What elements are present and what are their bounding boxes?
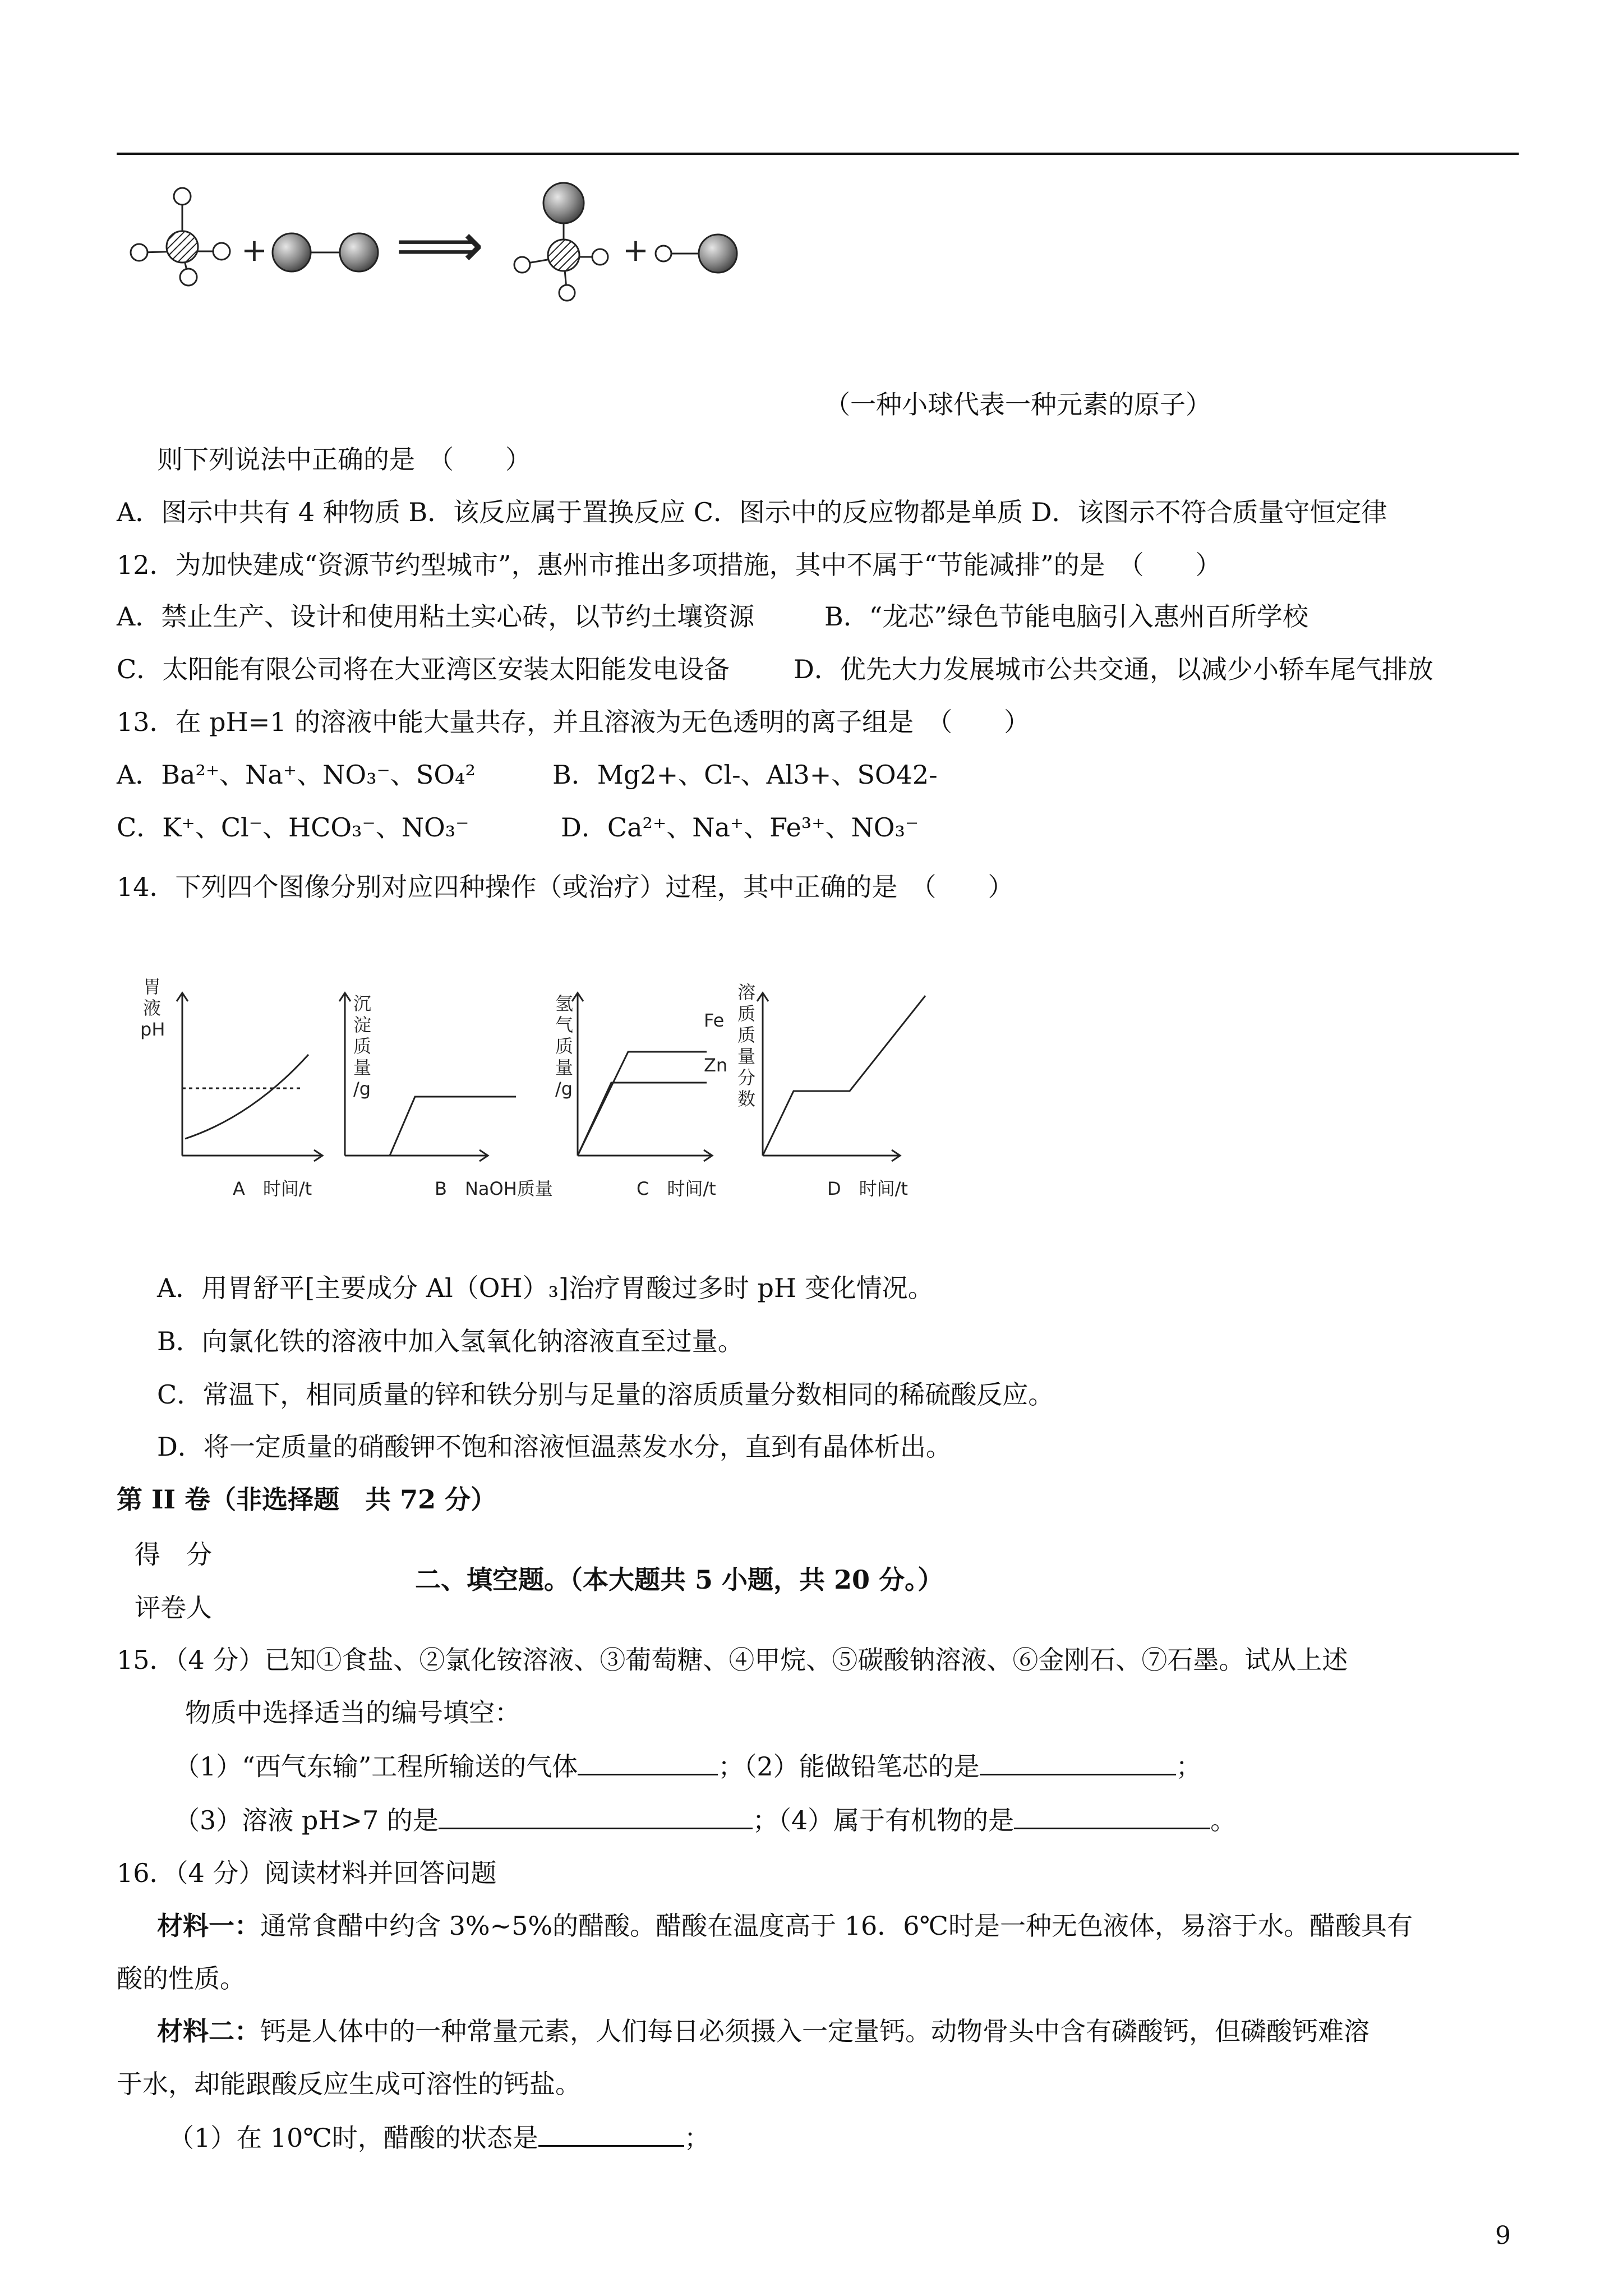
- q15-blank-3[interactable]: [439, 1802, 753, 1829]
- graph-a-caption: A 时间/t: [233, 1178, 312, 1199]
- q12-option-b: B．“龙芯”绿色节能电脑引入惠州百所学校: [824, 601, 1308, 632]
- q15-part-4-end: 。: [1210, 1805, 1237, 1835]
- q14-option-a: A．用胃舒平[主要成分 Al（OH）₃]治疗胃酸过多时 pH 变化情况。: [157, 1273, 934, 1303]
- q16-material-1-cont: 酸的性质。: [117, 1963, 246, 1994]
- q15-blank-2[interactable]: [980, 1748, 1176, 1775]
- reaction-diagram: [112, 168, 785, 337]
- graph-c-ylabel-3: 质: [555, 1036, 574, 1057]
- q15-part-2-end: ；: [1175, 1751, 1202, 1782]
- graph-a-ylabel-1: 胃: [143, 976, 162, 997]
- q15-part-1: （1）“西气东输”工程所输送的气体: [174, 1751, 578, 1782]
- graph-c-fe-label: Fe: [704, 1010, 725, 1031]
- q14-option-d: D．将一定质量的硝酸钾不饱和溶液恒温蒸发水分，直到有晶体析出。: [157, 1432, 952, 1462]
- q11-stem: 则下列说法中正确的是 （ ）: [157, 444, 531, 475]
- plus-1: +: [241, 232, 268, 269]
- score-label: 得 分: [135, 1539, 212, 1570]
- graph-d-ylabel-2: 质: [737, 1003, 756, 1024]
- graph-c-ylabel-4: 量: [555, 1057, 574, 1078]
- q16-material-2-cont: 于水，却能跟酸反应生成可溶性的钙盐。: [117, 2069, 581, 2099]
- graph-d-caption: D 时间/t: [827, 1178, 908, 1199]
- q16-material-1: [157, 1908, 1413, 1943]
- graph-d-ylabel-4: 量: [737, 1046, 756, 1067]
- q16-material-2: [157, 2014, 1370, 2049]
- material-1-text: 通常食醋中约含 3%~5%的醋酸。醋酸在温度高于 16．6℃时是一种无色液体，易溶于水。醋酸具有: [260, 1911, 1413, 1941]
- graph-c-ylabel: [555, 993, 579, 1099]
- graph-b-ylabel-2: 淀: [353, 1014, 372, 1036]
- q15-line-2: [174, 1802, 1236, 1838]
- plus-2: +: [623, 232, 649, 269]
- grader-label: 评卷人: [135, 1593, 212, 1623]
- graph-d-ylabel: [737, 982, 761, 1110]
- graph-b-caption: B NaOH质量: [435, 1178, 553, 1199]
- material-2-label: 材料二：: [157, 2016, 260, 2046]
- graph-b-ylabel-1: 沉: [353, 993, 372, 1014]
- material-1-label: 材料一：: [157, 1911, 260, 1941]
- q13-option-b: B．Mg2+、Cl-、Al3+、SO42-: [552, 760, 938, 790]
- q15-part-2: ；（2）能做铅笔芯的是: [718, 1751, 980, 1782]
- part2-title: 第 II 卷（非选择题 共 72 分）: [117, 1484, 497, 1515]
- graph-d: [757, 993, 925, 1161]
- q15-blank-1[interactable]: [578, 1748, 718, 1775]
- page-number: 9: [1495, 2221, 1511, 2250]
- graph-a-ylabel-2: 液: [143, 997, 162, 1019]
- q12-option-a: A．禁止生产、设计和使用粘土实心砖，以节约土壤资源: [117, 601, 755, 632]
- graph-c-caption: C 时间/t: [637, 1178, 716, 1199]
- q12-option-c: C．太阳能有限公司将在大亚湾区安装太阳能发电设备: [117, 654, 730, 684]
- material-2-text: 钙是人体中的一种常量元素，人们每日必须摄入一定量钙。动物骨头中含有磷酸钙，但磷酸钙难溶: [260, 2016, 1370, 2046]
- reaction-arrow: ⟹: [395, 209, 484, 281]
- q12-stem: 12．为加快建成“资源节约型城市”，惠州市推出多项措施，其中不属于“节能减排”的是 （ ）: [117, 550, 1221, 580]
- q16-part-1: （1）在 10℃时，醋酸的状态是: [168, 2123, 538, 2153]
- graph-c-ylabel-2: 气: [555, 1014, 574, 1036]
- graph-b-ylabel-5: /g: [353, 1078, 371, 1099]
- q14-option-b: B．向氯化铁的溶液中加入氢氧化钠溶液直至过量。: [157, 1326, 744, 1356]
- graph-b-ylabel: [353, 993, 377, 1099]
- q14-option-c: C．常温下，相同质量的锌和铁分别与足量的溶质质量分数相同的稀硫酸反应。: [157, 1379, 1054, 1410]
- graph-d-ylabel-5: 分: [737, 1067, 756, 1088]
- molecule-product-1: [514, 183, 608, 301]
- graph-c-zn-label: Zn: [704, 1055, 728, 1076]
- molecule-reactant-2: [273, 233, 378, 272]
- q11-options: A．图示中共有 4 种物质 B．该反应属于置换反应 C．图示中的反应物都是单质 D．该图示不符合质量守恒定律: [117, 497, 1387, 527]
- graph-b-ylabel-3: 质: [353, 1036, 372, 1057]
- q15-stem-2: 物质中选择适当的编号填空：: [185, 1697, 520, 1728]
- molecule-reactant-1: [131, 188, 230, 286]
- q15-blank-4[interactable]: [1014, 1802, 1210, 1829]
- q15-stem: 15．（4 分）已知①食盐、②氯化铵溶液、③葡萄糖、④甲烷、⑤碳酸钠溶液、⑥金刚石、⑦石墨。试从上述: [117, 1645, 1348, 1675]
- q15-part-4: ；（4）属于有机物的是: [752, 1805, 1015, 1835]
- graph-c: [572, 993, 712, 1161]
- q16-part-1-end: ；: [684, 2123, 710, 2153]
- q13-option-a: A．Ba²⁺、Na⁺、NO₃⁻、SO₄²: [117, 760, 476, 790]
- section-title: 二、填空题。（本大题共 5 小题，共 20 分。）: [415, 1565, 944, 1595]
- q13-option-d: D．Ca²⁺、Na⁺、Fe³⁺、NO₃⁻: [561, 812, 919, 843]
- q16-question-1: [168, 2119, 710, 2155]
- graph-a: [177, 993, 322, 1161]
- molecule-product-2: [656, 234, 737, 273]
- q14-graphs: [129, 970, 970, 1240]
- graph-a-ylabel-3: pH: [140, 1019, 165, 1040]
- q16-stem: 16．（4 分）阅读材料并回答问题: [117, 1858, 497, 1888]
- header-rule: [117, 153, 1519, 155]
- graph-c-ylabel-5: /g: [555, 1078, 573, 1099]
- q14-stem: 14．下列四个图像分别对应四种操作（或治疗）过程，其中正确的是 （ ）: [117, 872, 1014, 902]
- graph-b-ylabel-4: 量: [353, 1057, 372, 1078]
- graph-c-ylabel-1: 氢: [555, 993, 574, 1014]
- graph-a-ylabel: [140, 976, 167, 1040]
- graph-d-ylabel-3: 质: [737, 1024, 756, 1046]
- graph-d-ylabel-1: 溶: [737, 982, 756, 1003]
- diagram-caption: （一种小球代表一种元素的原子）: [824, 389, 1211, 420]
- q13-option-c: C．K⁺、Cl⁻、HCO₃⁻、NO₃⁻: [117, 812, 469, 843]
- q12-option-d: D．优先大力发展城市公共交通，以减少小轿车尾气排放: [794, 654, 1433, 684]
- q15-part-3: （3）溶液 pH>7 的是: [174, 1805, 439, 1835]
- graph-d-ylabel-6: 数: [737, 1088, 756, 1110]
- q15-line-1: [174, 1748, 1202, 1784]
- q16-blank-1[interactable]: [538, 2119, 684, 2147]
- q13-stem: 13．在 pH=1 的溶液中能大量共存，并且溶液为无色透明的离子组是 （ ）: [117, 707, 1030, 737]
